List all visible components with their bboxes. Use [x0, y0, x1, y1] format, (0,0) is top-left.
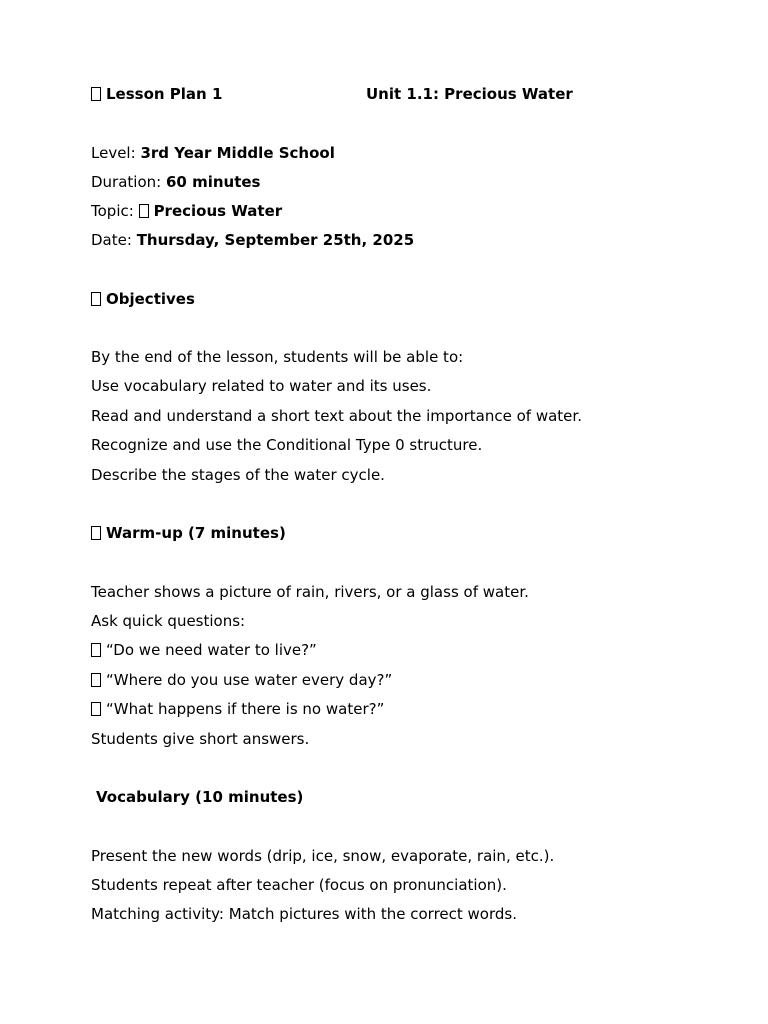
objective-item: Describe the stages of the water cycle.: [91, 466, 385, 484]
objectives-heading-label: Objectives: [106, 290, 195, 308]
vocabulary-line: Students repeat after teacher (focus on pronunciation).: [91, 876, 507, 894]
warmup-closing: Students give short answers.: [91, 730, 310, 748]
warmup-line: Teacher shows a picture of rain, rivers, or a glass of water.: [91, 583, 529, 601]
objectives-heading: [91, 290, 195, 308]
question-icon: [91, 643, 101, 657]
warmup-question-text: “Where do you use water every day?”: [106, 671, 393, 689]
date-line: [91, 231, 414, 249]
warmup-question: [91, 641, 317, 659]
duration-value: 60 minutes: [165, 173, 261, 191]
sun-icon: [91, 526, 101, 540]
objective-item: Read and understand a short text about the importance of water.: [91, 407, 582, 425]
duration-label: Duration:: [91, 173, 162, 191]
topic-label: Topic:: [91, 202, 134, 220]
warmup-question: [91, 671, 392, 689]
objective-item: Recognize and use the Conditional Type 0 structure.: [91, 436, 483, 454]
vocabulary-line: Matching activity: Match pictures with the correct words.: [91, 905, 517, 923]
duration-line: [91, 173, 260, 191]
vocabulary-line: Present the new words (drip, ice, snow, evaporate, rain, etc.).: [91, 847, 555, 865]
question-icon: [91, 702, 101, 716]
warmup-question-text: “What happens if there is no water?”: [106, 700, 385, 718]
lesson-plan-title: [91, 85, 222, 103]
book-icon: [91, 87, 101, 101]
date-value: Thursday, September 25th, 2025: [136, 231, 415, 249]
topic-line: [91, 202, 282, 220]
target-icon: [91, 292, 101, 306]
level-line: [91, 144, 335, 162]
warmup-line: Ask quick questions:: [91, 612, 246, 630]
warmup-question: [91, 700, 384, 718]
date-label: Date:: [91, 231, 132, 249]
level-value: 3rd Year Middle School: [140, 144, 335, 162]
objectives-intro: By the end of the lesson, students will be able to:: [91, 348, 464, 366]
vocabulary-heading: Vocabulary (10 minutes): [96, 788, 304, 806]
water-drop-icon: [139, 204, 149, 218]
warmup-heading: [91, 524, 286, 542]
lesson-plan-label: Lesson Plan 1: [106, 85, 223, 103]
objective-item: Use vocabulary related to water and its uses.: [91, 377, 432, 395]
warmup-question-text: “Do we need water to live?”: [106, 641, 317, 659]
warmup-heading-label: Warm-up (7 minutes): [106, 524, 286, 542]
topic-value: Precious Water: [153, 202, 283, 220]
unit-title: Unit 1.1: Precious Water: [366, 85, 573, 103]
level-label: Level:: [91, 144, 136, 162]
question-icon: [91, 673, 101, 687]
